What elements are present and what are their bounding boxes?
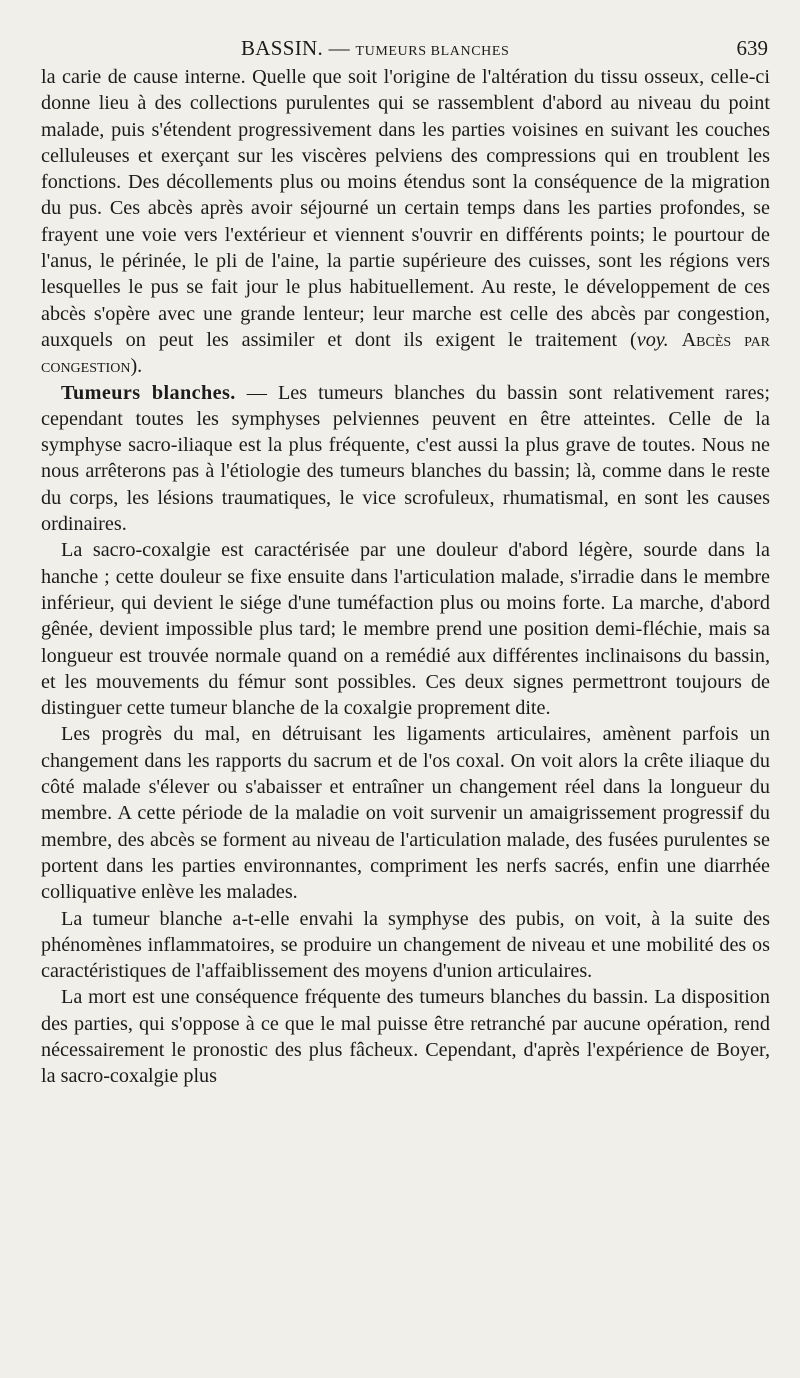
page-number: 639 <box>736 36 768 60</box>
paragraph-1-end: ). <box>130 355 143 378</box>
paragraph-1-text: la carie de cause interne. Quelle que soit l'origine de l'altération du tissu osseux, celle-ci donne lieu à des collections purulentes qui se rassemblent d'abord au niveau du point malade, puis s'étendent progressivement dans les parties voisines en suivant les couches celluleuses et exerçant sur les viscères pelviens des compressions qui en troublent les fonctions. Des décollements plus ou moins étendus sont la conséquence de la migration du pus. Ces abcès après avoir séjourné un certain temps dans les parties profondes, se frayent une voie vers l'extérieur et viennent s'ouvrir en différents points; le pourtour de l'anus, le périnée, le pli de l'aine, la partie supérieure des cuisses, sont les régions vers lesquelles le pus se fait jour le plus habituellement. Au reste, le développement de ces abcès s'opère avec une grande lenteur; leur marche est celle des abcès par congestion, auxquels on peut les assimiler et dont ils exigent le traitement ( <box>41 66 770 351</box>
running-title-sub: TUMEURS BLANCHES <box>355 44 510 59</box>
section-heading: Tumeurs blanches. <box>61 381 236 404</box>
paragraph-5: La tumeur blanche a-t-elle envahi la symphyse des pubis, on voit, à la suite des phénomènes inflammatoires, se produire un changement de niveau et une mobilité des os caractéristiques de l'affaiblissement des moyens d'union articulaires. <box>41 907 770 983</box>
paragraph-6: La mort est une conséquence fréquente des tumeurs blanches du bassin. La disposition des parties, qui s'oppose à ce que le mal puisse être retranché par aucune opération, rend nécessairement le pronostic des plus fâcheux. Cependant, d'après l'expérience de Boyer, la sacro-coxalgie plus <box>41 986 770 1088</box>
running-title-dash: — <box>328 36 350 60</box>
running-title-main: BASSIN. <box>241 36 324 60</box>
cross-reference: Abcès par congestion <box>41 328 771 378</box>
running-title <box>241 36 509 61</box>
body-text <box>41 64 770 1090</box>
running-header <box>41 30 770 64</box>
paragraph-2-text: — Les tumeurs blanches du bassin sont relativement rares; cependant toutes les symphyses pelviennes peuvent en être atteintes. Celle de la symphyse sacro-iliaque est la plus fréquente, c'est aussi la plus grave de toutes. Nous ne nous arrêterons pas à l'étiologie des tumeurs blanches du bassin; là, comme dans le reste du corps, les lésions traumatiques, le vice scrofuleux, rhumatismal, en sont les causes ordinaires. <box>41 381 770 536</box>
voy-abbrev: voy. <box>636 328 669 351</box>
paragraph-1 <box>41 64 770 380</box>
paragraph-4: Les progrès du mal, en détruisant les ligaments articulaires, amènent parfois un changement dans les rapports du sacrum et de l'os coxal. On voit alors la crête iliaque du côté malade s'élever ou s'abaisser et entraîner un changement réel dans la longueur du membre. A cette période de la maladie on voit survenir un amaigrissement progressif du membre, des abcès se forment au niveau de l'articulation malade, des fusées purulentes se portent dans les parties environnantes, compriment les nerfs sacrés, enfin une diarrhée colliquative enlève les malades. <box>41 723 770 904</box>
paragraph-3: La sacro-coxalgie est caractérisée par une douleur d'abord légère, sourde dans la hanche ; cette douleur se fixe ensuite dans l'articulation malade, s'irradie dans le membre inférieur, qui devient le siége d'une tuméfaction plus ou moins forte. La marche, d'abord gênée, devient impossible plus tard; le membre prend une position demi-fléchie, mais sa longueur est trouvée normale quand on a remédié aux différentes inclinaisons du bassin, et les mouvements du fémur sont possibles. Ces deux signes permettront toujours de distinguer cette tumeur blanche de la coxalgie proprement dite. <box>41 539 770 720</box>
paragraph-2 <box>41 380 770 538</box>
